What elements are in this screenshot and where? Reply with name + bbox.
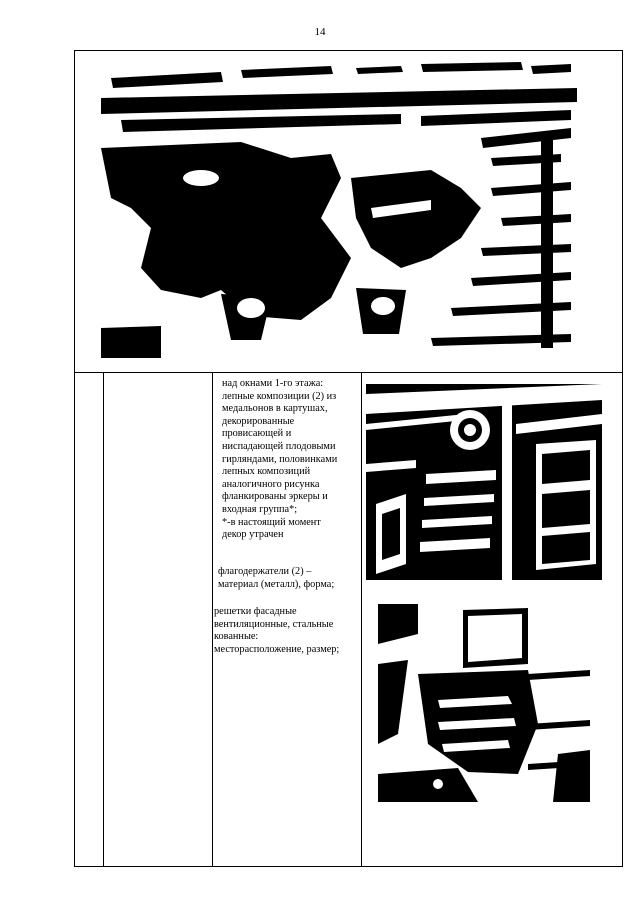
grille-line: месторасположение, размер; — [214, 643, 340, 655]
decor-line: лепные композиции (2) из — [222, 390, 337, 402]
flag-line: материал (металл), форма; — [218, 578, 335, 590]
decor-line: *-в настоящий момент — [222, 516, 321, 528]
flag-holders-description — [218, 566, 359, 591]
decor-line: фланкированы эркеры и — [222, 491, 328, 503]
decor-line: провисающей и — [222, 428, 292, 440]
row-divider — [74, 372, 623, 373]
decor-line: декор утрачен — [222, 529, 284, 541]
column-line-1 — [103, 372, 104, 867]
decor-line: аналогичного рисунка — [222, 478, 320, 490]
column-line-3 — [361, 372, 362, 867]
page-number: 14 — [314, 26, 326, 38]
decor-line: гирляндами, половинками — [222, 453, 338, 465]
window-medallion-photo — [366, 384, 602, 580]
facade-photo-top-image — [101, 58, 577, 358]
column-line-2 — [212, 372, 213, 867]
decor-line: ниспадающей плодовыми — [222, 440, 336, 452]
decor-line: медальонов в картушах, — [222, 403, 328, 415]
grilles-description — [214, 606, 359, 656]
decor-line: входная группа*; — [222, 503, 298, 515]
flag-line: флагодержатели (2) – — [218, 566, 312, 577]
grille-line: решетки фасадные — [214, 606, 297, 617]
decor-line: над окнами 1-го этажа: — [222, 378, 324, 389]
facade-photo-top — [101, 58, 577, 358]
window-medallion-image — [366, 384, 602, 580]
decor-line: декорированные — [222, 415, 295, 427]
decor-description — [222, 378, 359, 542]
decor-line: лепных композиций — [222, 466, 311, 478]
grille-photo-image — [378, 604, 590, 802]
grille-line: кованные: — [214, 631, 259, 643]
grille-line: вентиляционные, стальные — [214, 618, 334, 630]
grille-photo — [378, 604, 590, 802]
